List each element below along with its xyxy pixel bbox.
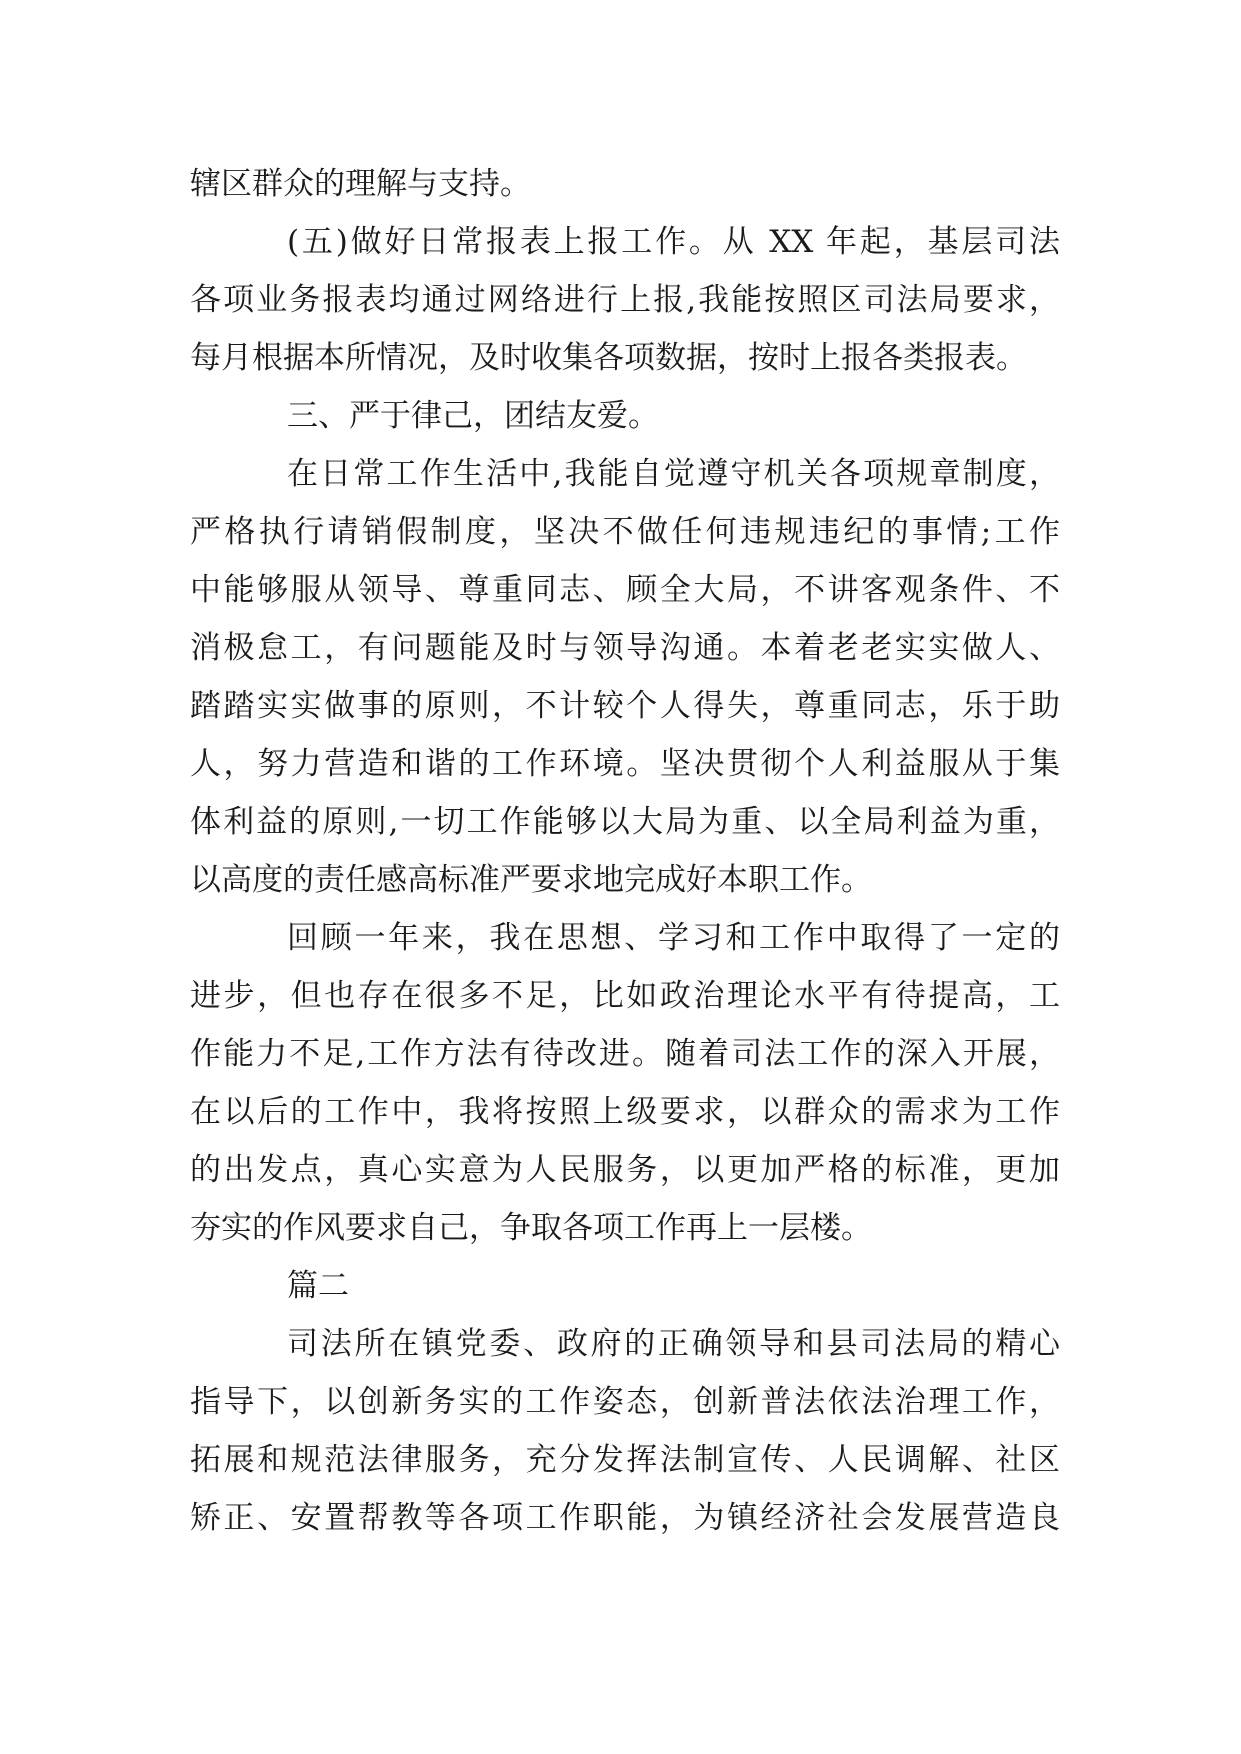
text-line: 严格执行请销假制度，坚决不做任何违规违纪的事情;工作 bbox=[190, 514, 1060, 550]
section-heading: 三、严于律己，团结友爱。 bbox=[287, 398, 659, 434]
text-line: 以高度的责任感高标准严要求地完成好本职工作。 bbox=[190, 862, 872, 898]
text-line: (五)做好日常报表上报工作。从 XX 年起，基层司法 bbox=[287, 224, 1060, 260]
text-line: 中能够服从领导、尊重同志、顾全大局，不讲客观条件、不 bbox=[190, 572, 1060, 608]
text-line: 作能力不足,工作方法有待改进。随着司法工作的深入开展， bbox=[190, 1036, 1060, 1072]
text-line: 司法所在镇党委、政府的正确领导和县司法局的精心 bbox=[287, 1326, 1060, 1362]
text-line: 在以后的工作中，我将按照上级要求，以群众的需求为工作 bbox=[190, 1094, 1060, 1130]
text-line: 踏踏实实做事的原则，不计较个人得失，尊重同志，乐于助 bbox=[190, 688, 1060, 724]
text-line: 人，努力营造和谐的工作环境。坚决贯彻个人利益服从于集 bbox=[190, 746, 1060, 782]
text-line: 体利益的原则,一切工作能够以大局为重、以全局利益为重， bbox=[190, 804, 1060, 840]
body-text bbox=[190, 155, 1060, 1547]
text-line: 在日常工作生活中,我能自觉遵守机关各项规章制度， bbox=[287, 456, 1060, 492]
text-line: 的出发点，真心实意为人民服务，以更加严格的标准，更加 bbox=[190, 1152, 1060, 1188]
text-line: 每月根据本所情况，及时收集各项数据，按时上报各类报表。 bbox=[190, 340, 1027, 376]
text-line: 回顾一年来，我在思想、学习和工作中取得了一定的 bbox=[287, 920, 1060, 956]
text-line: 进步，但也存在很多不足，比如政治理论水平有待提高，工 bbox=[190, 978, 1060, 1014]
text-line: 消极怠工，有问题能及时与领导沟通。本着老老实实做人、 bbox=[190, 630, 1060, 666]
text-line: 辖区群众的理解与支持。 bbox=[190, 166, 531, 202]
section-heading: 篇二 bbox=[287, 1268, 349, 1304]
text-line: 矫正、安置帮教等各项工作职能，为镇经济社会发展营造良 bbox=[190, 1500, 1060, 1536]
text-line: 拓展和规范法律服务，充分发挥法制宣传、人民调解、社区 bbox=[190, 1442, 1060, 1478]
text-line: 指导下，以创新务实的工作姿态，创新普法依法治理工作， bbox=[190, 1384, 1060, 1420]
text-line: 夯实的作风要求自己，争取各项工作再上一层楼。 bbox=[190, 1210, 872, 1246]
text-line: 各项业务报表均通过网络进行上报,我能按照区司法局要求， bbox=[190, 282, 1060, 318]
